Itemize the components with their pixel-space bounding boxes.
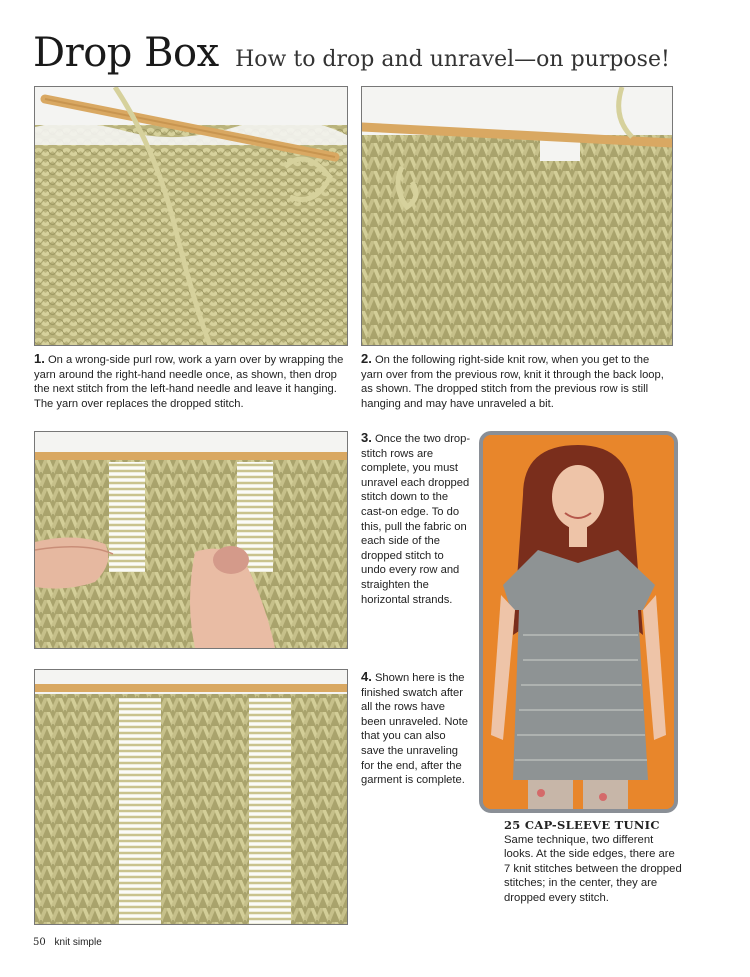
- page-title: [33, 30, 670, 76]
- page-footer: [33, 937, 102, 948]
- title-main: Drop Box: [33, 30, 219, 76]
- step4-caption: [361, 670, 471, 788]
- step3-text: Once the two drop-stitch rows are complete, you must unravel each dropped stitch down to the cast-on edge. To do this, pull the fabric on each side of the dropped stitch to undo every row and straighten the horizontal strands.: [361, 433, 471, 606]
- publication-name: knit simple: [54, 937, 102, 948]
- tunic-photo: [479, 431, 678, 813]
- page-number: 50: [33, 937, 46, 948]
- step3-caption: [361, 431, 471, 607]
- step3-photo: [34, 431, 348, 649]
- step2-photo: [361, 86, 673, 346]
- step4-text: Shown here is the finished swatch after all the rows have been unraveled. Note that you can also save the unraveling for the end, after the garment is complete.: [361, 672, 468, 787]
- tunic-caption: [504, 818, 684, 906]
- step1-number: 1.: [34, 351, 45, 366]
- step1-caption: [34, 352, 346, 411]
- tunic-description: Same technique, two different looks. At the side edges, there are 7 knit stitches between the dropped stitches; in the center, they are dropped every stitch.: [504, 833, 682, 904]
- step4-photo: [34, 669, 348, 925]
- step2-text: On the following right-side knit row, when you get to the yarn over from the previous row, knit it through the back loop, as shown. The dropped stitch from the previous row is still hanging and may have unraveled a bit.: [361, 354, 664, 410]
- step2-caption: [361, 352, 673, 411]
- step2-number: 2.: [361, 351, 372, 366]
- title-subtitle: How to drop and unravel—on purpose!: [235, 47, 670, 72]
- step1-text: On a wrong-side purl row, work a yarn over by wrapping the yarn around the right-hand needle once, as shown, then drop the next stitch from the left-hand needle and leave it hanging. The yarn over replaces the dropped stitch.: [34, 354, 344, 410]
- tunic-title: 25 CAP-SLEEVE TUNIC: [504, 818, 660, 832]
- step4-number: 4.: [361, 669, 372, 684]
- step1-photo: [34, 86, 348, 346]
- step3-number: 3.: [361, 430, 372, 445]
